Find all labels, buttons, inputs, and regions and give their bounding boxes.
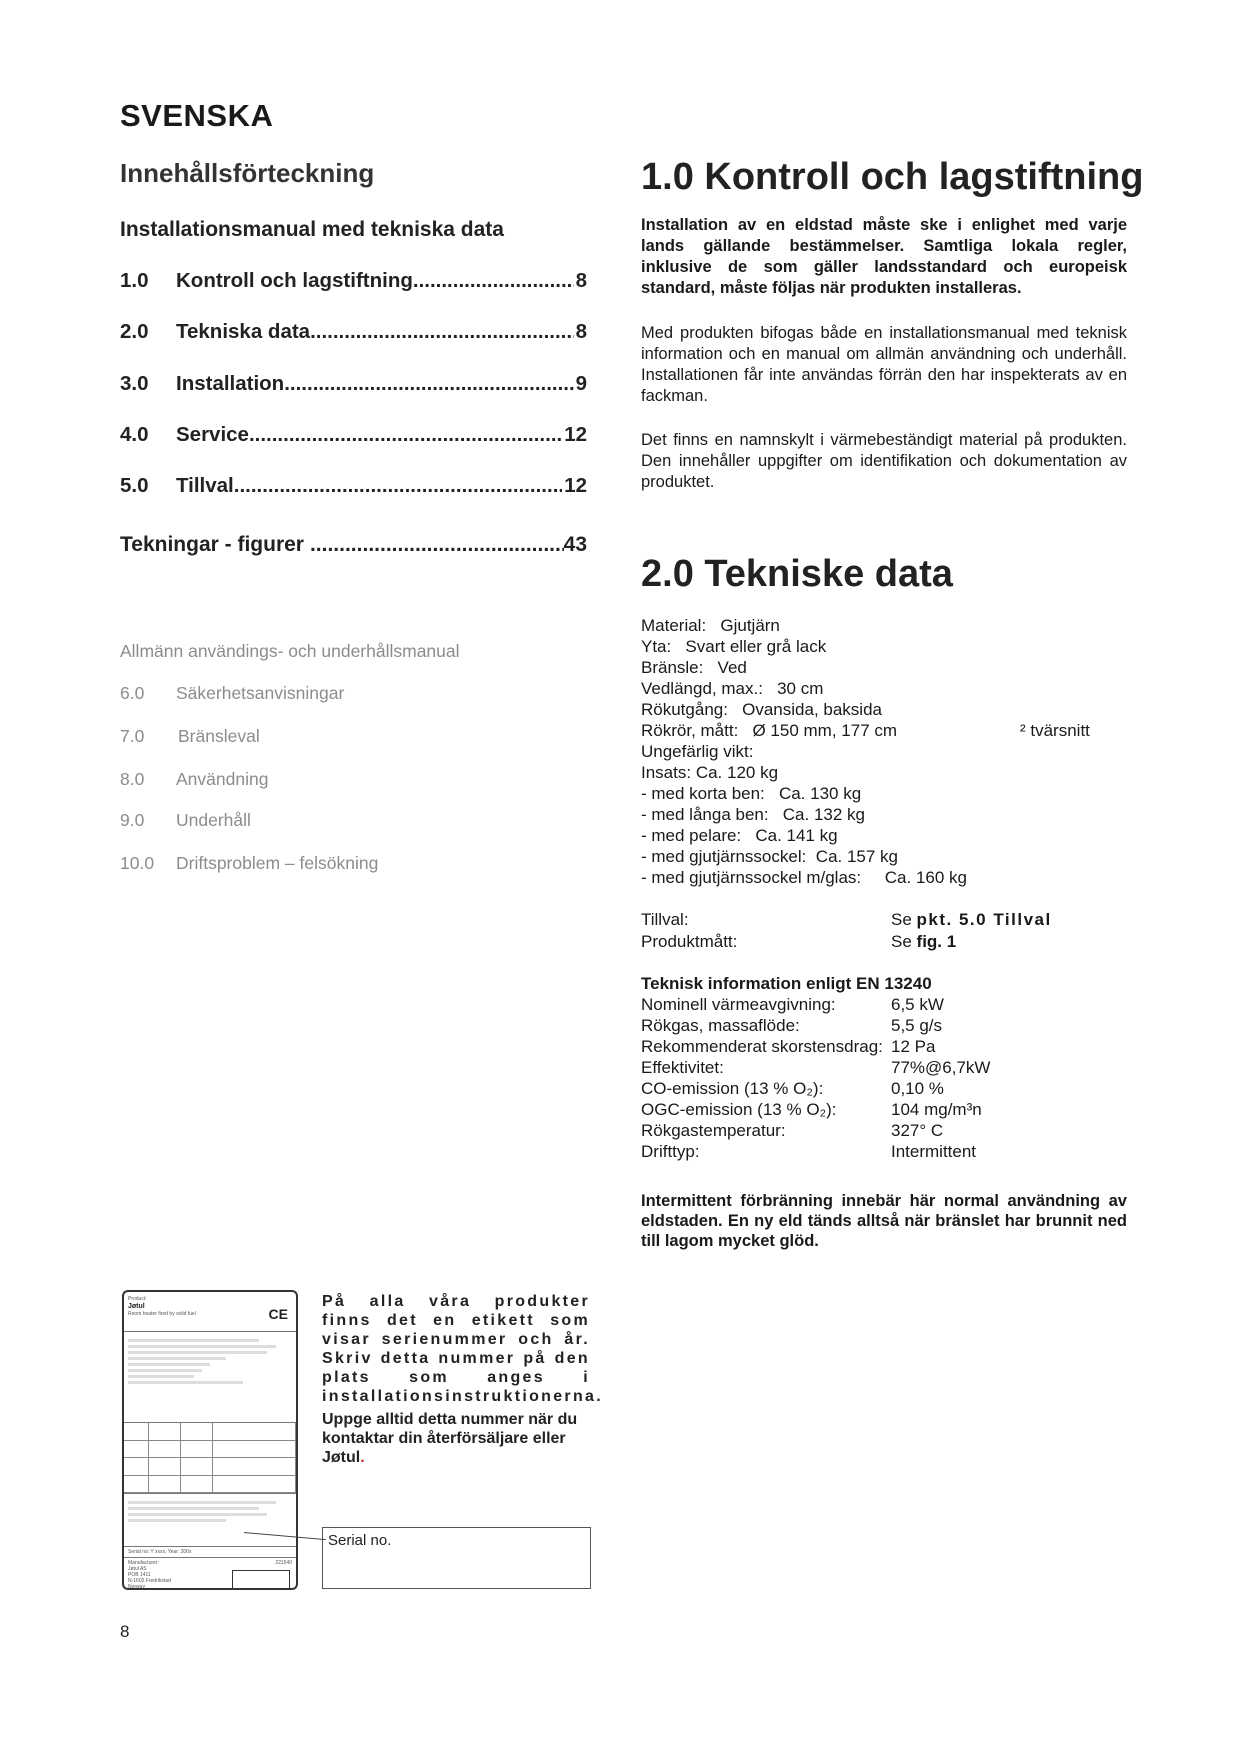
item-label: Driftsproblem – felsökning: [176, 853, 379, 873]
tech-row: [641, 1057, 1161, 1078]
label-manufacturer: Manufacturer:: [128, 1560, 159, 1566]
tech-value: 77%@6,7kW: [891, 1058, 991, 1077]
toc-item[interactable]: [120, 474, 587, 498]
toc-leader: [310, 320, 574, 344]
option-row: [641, 909, 1161, 931]
product-label-illustration: [122, 1290, 298, 1590]
tech-label: Rökgas, massaflöde:: [641, 1016, 800, 1035]
toc-item-label: Tekniska data: [176, 320, 311, 343]
label-stamp-box: [232, 1570, 290, 1590]
page-number: 8: [120, 1622, 130, 1641]
user-manual-heading: Allmänn användings- och underhållsmanual: [120, 641, 460, 661]
tech-label: Rekommenderat skorstensdrag:: [641, 1037, 883, 1056]
options-list: [641, 909, 1161, 953]
section-1-paragraph-1: Installation av en eldstad måste ske i enlighet med varje lands gällande bestämmelser. Samtliga lokala regler, inklusive de som gäller landsstandard och europeisk standard, måste följas när produkten installeras.: [641, 216, 1127, 297]
toc-item[interactable]: [120, 372, 587, 396]
toc-item-label: Kontroll och lagstiftning: [176, 269, 413, 292]
tech-label: CO-emission (13 % O₂):: [641, 1079, 824, 1098]
label-code: 221540: [275, 1560, 292, 1566]
label-spec-block: [124, 1331, 296, 1422]
label-address-2: POB 1411: [128, 1572, 151, 1578]
option-ref-link[interactable]: fig. 1: [916, 932, 957, 951]
spec-value: Ca. 157 kg: [815, 847, 899, 866]
label-note-brand-dot: .: [360, 1449, 365, 1466]
ce-mark-icon: CE: [268, 1306, 288, 1322]
toc-item-page: 9: [575, 372, 587, 395]
item-number: 9.0: [120, 810, 145, 830]
intermittent-note: Intermittent förbränning innebär här normal användning av eldstaden. En ny eld tänds alltså när bränslet har brunnit ned till lagom mycket glöd.: [641, 1192, 1127, 1250]
spec-value: Ovansida, baksida: [742, 700, 882, 719]
toc-item-label: Tillval: [176, 474, 234, 497]
spec-label: Rökrör, mått:: [641, 721, 739, 740]
item-label: Underhåll: [176, 810, 251, 830]
spec-value: Ca. 130 kg: [778, 784, 862, 803]
tech-label: Effektivitet:: [641, 1058, 724, 1077]
spec-label: Vedlängd, max.:: [641, 679, 763, 698]
spec-label: Rökutgång:: [641, 700, 728, 719]
spec-value: Ca. 120 kg: [695, 763, 779, 782]
spec-label: Bränsle:: [641, 658, 704, 677]
toc-leader: [234, 474, 562, 498]
spec-label: - med gjutjärnssockel m/glas:: [641, 868, 862, 887]
tech-label: Nominell värmeavgivning:: [641, 995, 836, 1014]
label-brand: Jøtul: [128, 1303, 145, 1310]
spec-row: [641, 846, 1161, 867]
option-label: Produktmått:: [641, 932, 738, 951]
label-desc: Room heater fired by solid fuel: [128, 1311, 196, 1317]
option-row: [641, 931, 1161, 953]
user-manual-item: [120, 810, 251, 831]
tech-value: 104 mg/m³n: [891, 1100, 982, 1119]
toc-item-page: 12: [564, 423, 587, 446]
tech-row: [641, 994, 1161, 1015]
tech-label: Drifttyp:: [641, 1142, 700, 1161]
option-ref-link[interactable]: pkt. 5.0 Tillval: [916, 910, 1052, 929]
toc-subtitle: Installationsmanual med tekniska data: [120, 218, 504, 241]
option-prefix: Se: [891, 910, 912, 929]
tech-info: [641, 973, 1161, 1162]
spec-row: [641, 825, 1161, 846]
toc-item-page: 12: [564, 474, 587, 497]
spec-label: Ungefärlig vikt:: [641, 742, 754, 761]
spec-row: [641, 615, 1161, 636]
label-note-text: Uppge alltid detta nummer när du kontaktar din återförsäljare eller: [322, 1411, 578, 1447]
toc-item-number: 4.0: [120, 423, 149, 446]
section-1-paragraph-2: Med produkten bifogas både en installationsmanual med teknisk information och en manual om allmän användning och underhåll. Installationen får inte användas förrän den har inspekterats av en fackman.: [641, 324, 1127, 405]
toc-leader: [249, 423, 562, 447]
toc-item-number: 1.0: [120, 269, 149, 292]
toc-item-label: Service: [176, 423, 249, 446]
spec-row: [641, 762, 1161, 783]
label-address-4: Norway: [128, 1584, 145, 1590]
spec-row: [641, 678, 1161, 699]
section-2-title: 2.0 Tekniske data: [641, 553, 953, 595]
spec-label: - med korta ben:: [641, 784, 765, 803]
item-label: Användning: [176, 769, 269, 789]
label-manufacturer-block: [124, 1557, 296, 1590]
spec-value: Ca. 132 kg: [782, 805, 865, 824]
toc-item-number: 5.0: [120, 474, 149, 497]
spec-label: Yta:: [641, 637, 672, 656]
spec-row: [641, 657, 1161, 678]
label-approval-table: [124, 1422, 296, 1493]
spec-value: Ved: [717, 658, 747, 677]
toc-leader: [284, 372, 573, 396]
tech-row: [641, 1141, 1161, 1162]
toc-item-page: 8: [575, 320, 587, 343]
toc-figures[interactable]: [120, 533, 587, 557]
spec-label: - med pelare:: [641, 826, 742, 845]
toc-figures-page: 43: [563, 533, 587, 556]
user-manual-item: [120, 769, 268, 790]
tech-value: 12 Pa: [891, 1037, 936, 1056]
toc-item[interactable]: [120, 269, 587, 293]
label-instructions: [124, 1493, 296, 1546]
option-label: Tillval:: [641, 910, 689, 929]
option-prefix: Se: [891, 932, 912, 951]
item-label: Bränsleval: [178, 726, 260, 746]
item-number: 8.0: [120, 769, 145, 789]
spec-row: [641, 804, 1161, 825]
tech-value: 327° C: [891, 1121, 944, 1140]
user-manual-item: [120, 853, 378, 874]
label-note-brand: Jøtul: [322, 1449, 361, 1466]
tech-value: 5,5 g/s: [891, 1016, 943, 1035]
label-product: Product:: [128, 1296, 147, 1302]
spec-extra: ² tvärsnitt: [1020, 721, 1090, 740]
spec-label: Insats:: [641, 763, 692, 782]
spec-value: Gjutjärn: [720, 616, 780, 635]
label-serial: Serial no: Y xxxx, Year: 200x: [124, 1546, 296, 1557]
tech-label: OGC-emission (13 % O₂):: [641, 1100, 837, 1119]
tech-label: Rökgastemperatur:: [641, 1121, 786, 1140]
spec-label: Material:: [641, 616, 707, 635]
spec-row: [641, 636, 1161, 657]
spec-row: [641, 867, 1161, 888]
spec-value: 30 cm: [777, 679, 824, 698]
label-address-3: N-1602 Fredrikstad: [128, 1578, 171, 1584]
spec-row: [641, 783, 1161, 804]
user-manual-item: [120, 683, 344, 704]
tech-value: Intermittent: [891, 1142, 977, 1161]
section-1-paragraph-3: Det finns en namnskylt i värmebeständigt material på produkten. Den innehåller uppgifter om identifikation och dokumentation av produktet.: [641, 431, 1127, 491]
toc-item-number: 2.0: [120, 320, 149, 343]
label-address-1: Jøtul AS: [128, 1566, 147, 1572]
spec-row: [641, 720, 1161, 741]
item-number: 6.0: [120, 683, 145, 703]
tech-row: [641, 1015, 1161, 1036]
item-label: Säkerhetsanvisningar: [176, 683, 345, 703]
tech-row: [641, 1078, 1161, 1099]
spec-label: - med gjutjärnssockel:: [641, 847, 807, 866]
toc-item[interactable]: [120, 320, 587, 344]
tech-value: 0,10 %: [891, 1079, 944, 1098]
toc-leader: [304, 533, 564, 557]
tech-value: 6,5 kW: [891, 995, 944, 1014]
tech-row: [641, 1099, 1161, 1120]
label-note-paragraph-2: [322, 1410, 590, 1467]
tech-row: [641, 1120, 1161, 1141]
spec-row: [641, 699, 1161, 720]
spec-list: [641, 615, 1161, 888]
spec-value: Ø 150 mm, 177 cm: [752, 721, 898, 740]
spec-value: Ca. 141 kg: [755, 826, 838, 845]
toc-item-label: Installation: [176, 372, 285, 395]
serial-number-label: Serial no.: [328, 1532, 392, 1549]
item-number: 7.0: [120, 726, 145, 746]
toc-item[interactable]: [120, 423, 587, 447]
spec-value: Ca. 160 kg: [884, 868, 967, 887]
item-number: 10.0: [120, 853, 155, 873]
toc-item-number: 3.0: [120, 372, 149, 395]
spec-value: Svart eller grå lack: [685, 637, 827, 656]
toc-item-page: 8: [575, 269, 587, 292]
user-manual-item: [120, 726, 260, 747]
label-note-paragraph-1: På alla våra produkter finns det en etikett som visar serienummer och år. Skriv detta nummer på den plats som anges i installationsinstruktionerna.: [322, 1293, 603, 1405]
language-heading: SVENSKA: [120, 98, 274, 133]
tech-row: [641, 1036, 1161, 1057]
spec-label: - med långa ben:: [641, 805, 769, 824]
spec-row: [641, 741, 1161, 762]
tech-info-title: Teknisk information enligt EN 13240: [641, 974, 932, 993]
toc-figures-label: Tekningar - figurer: [120, 533, 304, 556]
toc-leader: [413, 269, 574, 293]
toc-title: Innehållsförteckning: [120, 158, 375, 188]
section-1-title: 1.0 Kontroll och lagstiftning: [641, 156, 1144, 198]
